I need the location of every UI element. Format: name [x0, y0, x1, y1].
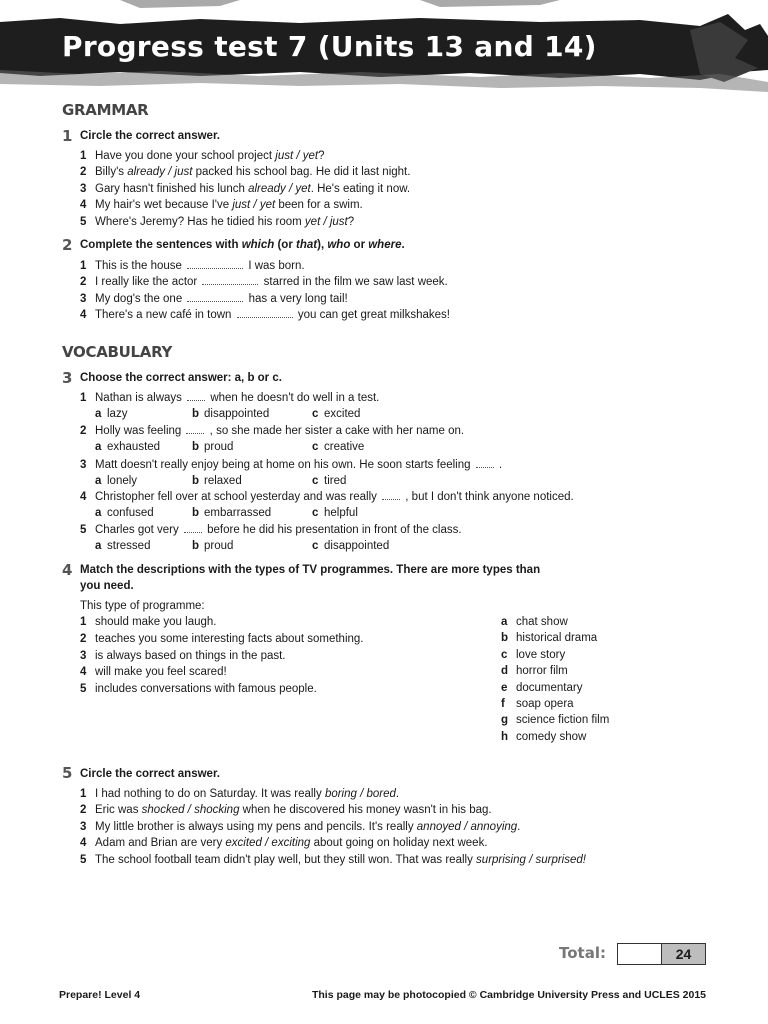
- exercise-number: 1: [62, 127, 73, 145]
- item-number: 1: [80, 788, 87, 800]
- item-text: Billy's: [95, 166, 128, 178]
- item-text: I really like the actor: [95, 276, 201, 288]
- answer-option[interactable]: [95, 439, 160, 455]
- section-heading-grammar: GRAMMAR: [62, 101, 149, 119]
- option-text: confused: [107, 507, 154, 519]
- item-number: 3: [80, 650, 87, 662]
- item-number: 2: [80, 804, 87, 816]
- option-letter: a: [501, 616, 508, 628]
- blank-line[interactable]: [187, 390, 205, 401]
- option-letter: c: [312, 441, 319, 453]
- option-text: documentary: [516, 681, 583, 694]
- option-text: helpful: [324, 507, 358, 519]
- item-text: My dog's the one: [95, 293, 186, 305]
- item-text: you can get great milkshakes!: [294, 309, 450, 321]
- item-number: 5: [80, 216, 87, 228]
- total-score-box[interactable]: [617, 943, 663, 965]
- exercise-number: 2: [62, 236, 73, 254]
- option-letter: c: [312, 475, 319, 487]
- item-text: . He's eating it now.: [310, 183, 411, 195]
- item-text: .: [495, 459, 503, 471]
- item-number: 5: [80, 854, 87, 866]
- blank-line[interactable]: [186, 423, 204, 434]
- option-text: stressed: [107, 540, 151, 552]
- item-number: 3: [80, 183, 87, 195]
- item-text: been for a swim.: [275, 199, 363, 211]
- item-text: should make you laugh.: [95, 616, 217, 628]
- item-number: 1: [80, 260, 87, 272]
- item-number: 5: [80, 524, 87, 536]
- option-letter: b: [192, 441, 200, 453]
- item-text: Matt doesn't really enjoy being at home on his own. He soon starts feeling: [95, 459, 474, 471]
- option-text: historical drama: [516, 632, 598, 645]
- item-text: Holly was feeling: [95, 425, 185, 437]
- exercise-instruction: Complete the sentences with which (or that), who or where.: [80, 239, 405, 251]
- section-heading-vocabulary: VOCABULARY: [62, 343, 173, 361]
- footer-copyright: This page may be photocopied © Cambridge University Press and UCLES 2015: [311, 989, 706, 1001]
- item-text: when he doesn't do well in a test.: [207, 392, 380, 404]
- item-text: I had nothing to do on Saturday. It was really: [95, 788, 325, 800]
- option-letter: a: [95, 408, 102, 420]
- item-text: Eric was: [95, 804, 142, 816]
- item-text: will make you feel scared!: [95, 666, 227, 678]
- item-number: 4: [80, 199, 87, 211]
- answer-choice[interactable]: boring / bored: [324, 788, 396, 800]
- option-letter: c: [312, 507, 319, 519]
- answer-option[interactable]: [192, 538, 233, 554]
- match-option[interactable]: [501, 680, 582, 696]
- match-option[interactable]: [501, 712, 609, 728]
- answer-option[interactable]: [312, 439, 364, 455]
- item-row: [80, 819, 520, 835]
- item-text: I was born.: [245, 260, 305, 272]
- answer-choice[interactable]: shocked / shocking: [141, 804, 240, 816]
- match-option[interactable]: [501, 614, 568, 630]
- item-row: [80, 274, 448, 290]
- option-text: chat show: [516, 616, 568, 628]
- item-text: is always based on things in the past.: [95, 650, 286, 662]
- item-number: 3: [80, 293, 87, 305]
- item-text: .: [395, 788, 400, 800]
- item-text: starred in the film we saw last week.: [260, 276, 448, 288]
- option-text: excited: [324, 408, 361, 420]
- item-number: 4: [80, 837, 87, 849]
- option-letter: a: [95, 507, 102, 519]
- item-number: 5: [80, 683, 87, 695]
- answer-option[interactable]: [95, 505, 154, 521]
- item-row: [80, 489, 574, 505]
- item-row: [80, 681, 317, 697]
- page-title: Progress test 7 (Units 13 and 14): [62, 30, 597, 63]
- blank-line[interactable]: [187, 291, 243, 302]
- option-text: creative: [324, 441, 365, 453]
- item-text: , so she made her sister a cake with her name on.: [206, 425, 465, 437]
- option-text: embarrassed: [204, 507, 272, 519]
- item-text: .: [517, 821, 521, 833]
- item-row: [80, 522, 462, 538]
- option-text: horror film: [516, 665, 568, 678]
- item-text: Have you done your school project: [95, 150, 276, 162]
- option-text: proud: [204, 540, 234, 552]
- option-letter: f: [501, 698, 505, 710]
- item-number: 1: [80, 392, 87, 404]
- item-text: Gary hasn't finished his lunch: [95, 183, 249, 195]
- answer-choice[interactable]: already / just: [127, 166, 193, 178]
- answer-option[interactable]: [312, 473, 346, 489]
- item-number: 4: [80, 491, 87, 503]
- option-text: exhausted: [107, 441, 161, 453]
- match-option[interactable]: [501, 663, 568, 679]
- blank-line[interactable]: [476, 457, 494, 468]
- option-text: lonely: [107, 475, 138, 487]
- item-row: [80, 197, 363, 213]
- answer-option[interactable]: [95, 473, 137, 489]
- option-letter: g: [501, 714, 509, 727]
- answer-choice[interactable]: yet / just: [304, 216, 348, 228]
- option-letter: a: [95, 441, 102, 453]
- option-text: science fiction film: [516, 714, 610, 727]
- item-row: [80, 457, 502, 473]
- item-row: [80, 164, 410, 180]
- item-text: The school football team didn't play well, but they still won. That was really: [95, 854, 477, 866]
- option-text: soap opera: [516, 698, 574, 710]
- exercise-instruction: Choose the correct answer: a, b or c.: [80, 372, 282, 384]
- item-number: 2: [80, 633, 87, 645]
- item-text: My hair's wet because I've: [95, 199, 233, 211]
- blank-line[interactable]: [202, 274, 258, 285]
- item-number: 2: [80, 166, 87, 178]
- match-option[interactable]: [501, 696, 574, 712]
- option-letter: c: [312, 408, 319, 420]
- title-banner: [0, 0, 768, 92]
- footer-level: Prepare! Level 4: [59, 989, 141, 1001]
- blank-line[interactable]: [187, 258, 243, 269]
- item-text: Christopher fell over at school yesterday and was really: [95, 491, 381, 503]
- option-letter: b: [192, 507, 200, 519]
- item-number: 4: [80, 666, 87, 678]
- option-letter: c: [501, 648, 508, 661]
- option-text: disappointed: [324, 540, 390, 552]
- answer-option[interactable]: [312, 505, 358, 521]
- answer-option[interactable]: [192, 439, 233, 455]
- item-row: [80, 648, 286, 664]
- exercise-instruction: Circle the correct answer.: [80, 130, 220, 142]
- answer-choice[interactable]: surprising / surprised!: [476, 854, 586, 866]
- item-number: 2: [80, 276, 87, 288]
- item-number: 3: [80, 459, 87, 471]
- answer-option[interactable]: [95, 538, 150, 554]
- option-letter: h: [501, 730, 509, 743]
- blank-line[interactable]: [184, 522, 202, 533]
- item-text: ?: [347, 216, 355, 228]
- item-number: 3: [80, 821, 87, 833]
- item-row: [80, 802, 492, 818]
- option-letter: b: [501, 632, 509, 645]
- option-letter: b: [192, 408, 200, 420]
- exercise-instruction: Match the descriptions with the types of TV programmes. There are more types than you need.: [80, 564, 541, 592]
- item-row: [80, 423, 464, 439]
- option-letter: a: [95, 475, 102, 487]
- total-max-score: 24: [661, 943, 706, 965]
- answer-choice[interactable]: excited / exciting: [225, 837, 311, 849]
- item-row: [80, 214, 354, 230]
- answer-option[interactable]: [312, 538, 389, 554]
- exercise-number: 4: [62, 561, 73, 579]
- item-text: has a very long tail!: [245, 293, 348, 305]
- item-text: teaches you some interesting facts about something.: [95, 633, 364, 645]
- answer-option[interactable]: [95, 406, 127, 422]
- option-text: love story: [516, 648, 566, 661]
- option-letter: a: [95, 540, 102, 552]
- item-number: 4: [80, 309, 87, 321]
- item-row: [80, 181, 410, 197]
- exercise-number: 3: [62, 369, 73, 387]
- item-text: This is the house: [95, 260, 186, 272]
- option-letter: c: [312, 540, 319, 552]
- option-text: comedy show: [516, 730, 587, 743]
- item-text: There's a new café in town: [95, 309, 235, 321]
- option-text: proud: [204, 441, 234, 453]
- answer-choice[interactable]: annoyed / annoying: [416, 821, 518, 833]
- item-text: Charles got very: [95, 524, 182, 536]
- option-text: disappointed: [204, 408, 270, 420]
- item-text: Nathan is always: [95, 392, 186, 404]
- item-text: My little brother is always using my pens and pencils. It's really: [95, 821, 417, 833]
- item-row: [80, 614, 216, 630]
- item-row: [80, 307, 450, 323]
- option-letter: b: [192, 475, 200, 487]
- answer-option[interactable]: [192, 406, 269, 422]
- answer-option[interactable]: [192, 505, 271, 521]
- answer-choice[interactable]: already / yet: [248, 183, 311, 195]
- exercise-number: 5: [62, 764, 73, 782]
- option-text: relaxed: [204, 475, 242, 487]
- option-letter: d: [501, 665, 509, 678]
- item-number: 1: [80, 616, 87, 628]
- item-row: [80, 835, 488, 851]
- option-text: tired: [324, 475, 347, 487]
- exercise-instruction: Circle the correct answer.: [80, 768, 220, 780]
- item-row: [80, 786, 399, 802]
- option-letter: b: [192, 540, 200, 552]
- answer-choice[interactable]: just / yet: [275, 150, 319, 162]
- item-text: ?: [318, 150, 325, 162]
- item-text: , but I don't think anyone noticed.: [402, 491, 574, 503]
- item-row: [80, 148, 325, 164]
- item-text: before he did his presentation in front of the class.: [203, 524, 462, 536]
- item-text: Where's Jeremy? Has he tidied his room: [95, 216, 305, 228]
- item-row: [80, 291, 348, 307]
- item-text: Adam and Brian are very: [95, 837, 226, 849]
- option-letter: e: [501, 681, 508, 694]
- item-text: includes conversations with famous people.: [95, 683, 317, 695]
- exercise-lead-text: This type of programme:: [80, 600, 205, 612]
- item-text: packed his school bag. He did it last night.: [192, 166, 411, 178]
- item-row: [80, 390, 379, 406]
- item-number: 2: [80, 425, 87, 437]
- answer-option[interactable]: [312, 406, 360, 422]
- answer-option[interactable]: [192, 473, 242, 489]
- item-number: 1: [80, 150, 87, 162]
- option-text: lazy: [107, 408, 128, 420]
- match-option[interactable]: [501, 647, 565, 663]
- item-row: [80, 258, 305, 274]
- match-option[interactable]: [501, 630, 597, 646]
- item-text: about going on holiday next week.: [310, 837, 488, 849]
- item-row: [80, 631, 364, 647]
- total-label: Total:: [559, 944, 606, 962]
- blank-line[interactable]: [382, 489, 400, 500]
- item-row: [80, 852, 586, 868]
- item-text: when he discovered his money wasn't in his bag.: [239, 804, 492, 816]
- item-row: [80, 664, 227, 680]
- match-option[interactable]: [501, 729, 586, 745]
- blank-line[interactable]: [237, 307, 293, 318]
- answer-choice[interactable]: just / yet: [232, 199, 276, 211]
